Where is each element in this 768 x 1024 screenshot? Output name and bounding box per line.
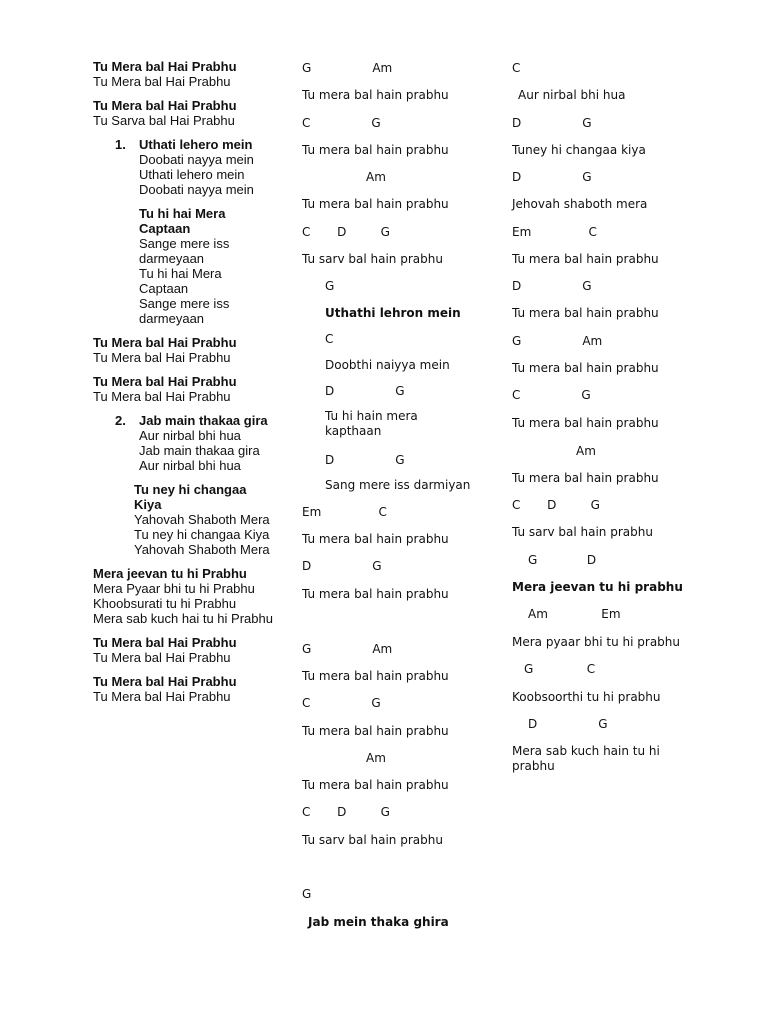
lyric-line: Tu mera bal hain prabhu	[302, 669, 449, 683]
chord-line: Em C	[512, 225, 597, 239]
chorus-line: Tu Sarva bal Hai Prabhu	[93, 113, 235, 128]
lyric-line: Jehovah shaboth mera	[512, 197, 648, 211]
lyric-line: Tu mera bal hain prabhu	[302, 778, 449, 792]
chorus-title: Tu Mera bal Hai Prabhu	[93, 374, 237, 389]
chord-line: G	[302, 887, 312, 901]
lyric-line: Uthathi lehron mein	[325, 306, 461, 320]
verse-line: Jab main thakaa gira	[139, 443, 260, 458]
chord-line: Am	[366, 170, 386, 184]
lyric-line: Tu mera bal hain prabhu	[512, 416, 659, 430]
lyric-line: Tu mera bal hain prabhu	[512, 306, 659, 320]
chord-line: G	[325, 279, 335, 293]
chorus-title: Tu Mera bal Hai Prabhu	[93, 59, 237, 74]
chord-line: Am	[576, 444, 596, 458]
lyric-line: Tu mera bal hain prabhu	[302, 143, 449, 157]
chord-line: Am	[366, 751, 386, 765]
chorus-line: Tu Mera bal Hai Prabhu	[93, 389, 231, 404]
bridge-line: Mera Pyaar bhi tu hi Prabhu	[93, 581, 255, 596]
lyric-line: Sang mere iss darmiyan	[325, 478, 471, 492]
verse-line: Sange mere iss darmeyaan	[139, 296, 230, 326]
chorus-line: Tu Mera bal Hai Prabhu	[93, 350, 231, 365]
verse-line: Yahovah Shaboth Mera	[134, 512, 270, 527]
lyric-line: Tu mera bal hain prabhu	[302, 724, 449, 738]
lyric-line: Mera jeevan tu hi prabhu	[512, 580, 683, 594]
chorus-line: Tu Mera bal Hai Prabhu	[93, 650, 231, 665]
lyric-line: Tuney hi changaa kiya	[512, 143, 646, 157]
chord-line: C D G	[512, 498, 600, 512]
lyric-line: Tu mera bal hain prabhu	[302, 587, 449, 601]
lyric-line: Aur nirbal bhi hua	[518, 88, 626, 102]
lyric-line: Doobthi naiyya mein	[325, 358, 450, 372]
lyric-line: Tu mera bal hain prabhu	[512, 471, 659, 485]
verse-line: Doobati nayya mein	[139, 152, 254, 167]
verse-line: Yahovah Shaboth Mera	[134, 542, 270, 557]
lyric-line: Tu sarv bal hain prabhu	[302, 833, 443, 847]
verse-heading: Tu ney hi changaa Kiya	[134, 482, 247, 512]
chord-line: C G	[302, 696, 381, 710]
bridge-title: Mera jeevan tu hi Prabhu	[93, 566, 247, 581]
verse-line: Sange mere iss darmeyaan	[139, 236, 230, 266]
verse-line: Aur nirbal bhi hua	[139, 428, 241, 443]
chord-line: C	[325, 332, 334, 346]
chord-line: G D	[528, 553, 597, 567]
chord-line: C G	[302, 116, 381, 130]
lyric-line: Tu mera bal hain prabhu	[512, 252, 659, 266]
lyric-line: Mera pyaar bhi tu hi prabhu	[512, 635, 680, 649]
chord-line: C G	[512, 388, 591, 402]
chorus-title: Tu Mera bal Hai Prabhu	[93, 635, 237, 650]
chord-line: D G	[512, 279, 592, 293]
chord-line: G Am	[512, 334, 603, 348]
chord-line: Am Em	[528, 607, 621, 621]
chorus-title: Tu Mera bal Hai Prabhu	[93, 674, 237, 689]
lyric-line: Jab mein thaka ghira	[308, 915, 449, 929]
lyric-line: Tu mera bal hain prabhu	[512, 361, 659, 375]
chorus-line: Tu Mera bal Hai Prabhu	[93, 74, 231, 89]
chord-line: G Am	[302, 61, 393, 75]
chorus-line: Tu Mera bal Hai Prabhu	[93, 689, 231, 704]
chord-line: C D G	[302, 805, 390, 819]
chord-line: D G	[325, 453, 405, 467]
verse-line: Uthati lehero mein	[139, 167, 245, 182]
verse-number: 2.	[115, 413, 126, 428]
verse-line: Tu ney hi changaa Kiya	[134, 527, 270, 542]
chord-line: C D G	[302, 225, 390, 239]
verse-number: 1.	[115, 137, 126, 152]
lyric-line: Tu sarv bal hain prabhu	[512, 525, 653, 539]
chord-line: D G	[512, 116, 592, 130]
lyric-line: Tu mera bal hain prabhu	[302, 197, 449, 211]
lyric-line: Mera sab kuch hain tu hi prabhu	[512, 744, 660, 773]
chord-line: G Am	[302, 642, 393, 656]
lyric-line: Tu mera bal hain prabhu	[302, 88, 449, 102]
verse-heading: Jab main thakaa gira	[139, 413, 268, 428]
chord-line: D G	[512, 170, 592, 184]
lyric-line: Tu hi hain mera kapthaan	[325, 409, 418, 438]
verse-heading: Uthati lehero mein	[139, 137, 253, 152]
verse-line: Doobati nayya mein	[139, 182, 254, 197]
chord-line: G C	[524, 662, 596, 676]
chord-line: D G	[528, 717, 608, 731]
lyric-line: Tu sarv bal hain prabhu	[302, 252, 443, 266]
chord-line: D G	[302, 559, 382, 573]
chorus-title: Tu Mera bal Hai Prabhu	[93, 98, 237, 113]
bridge-line: Mera sab kuch hai tu hi Prabhu	[93, 611, 273, 626]
chord-line: D G	[325, 384, 405, 398]
chorus-title: Tu Mera bal Hai Prabhu	[93, 335, 237, 350]
verse-line: Aur nirbal bhi hua	[139, 458, 241, 473]
lyric-line: Tu mera bal hain prabhu	[302, 532, 449, 546]
bridge-line: Khoobsurati tu hi Prabhu	[93, 596, 237, 611]
verse-heading: Tu hi hai Mera Captaan	[139, 206, 226, 236]
chord-line: C	[512, 61, 521, 75]
lyric-line: Koobsoorthi tu hi prabhu	[512, 690, 661, 704]
chord-line: Em C	[302, 505, 387, 519]
verse-line: Tu hi hai Mera Captaan	[139, 266, 222, 296]
